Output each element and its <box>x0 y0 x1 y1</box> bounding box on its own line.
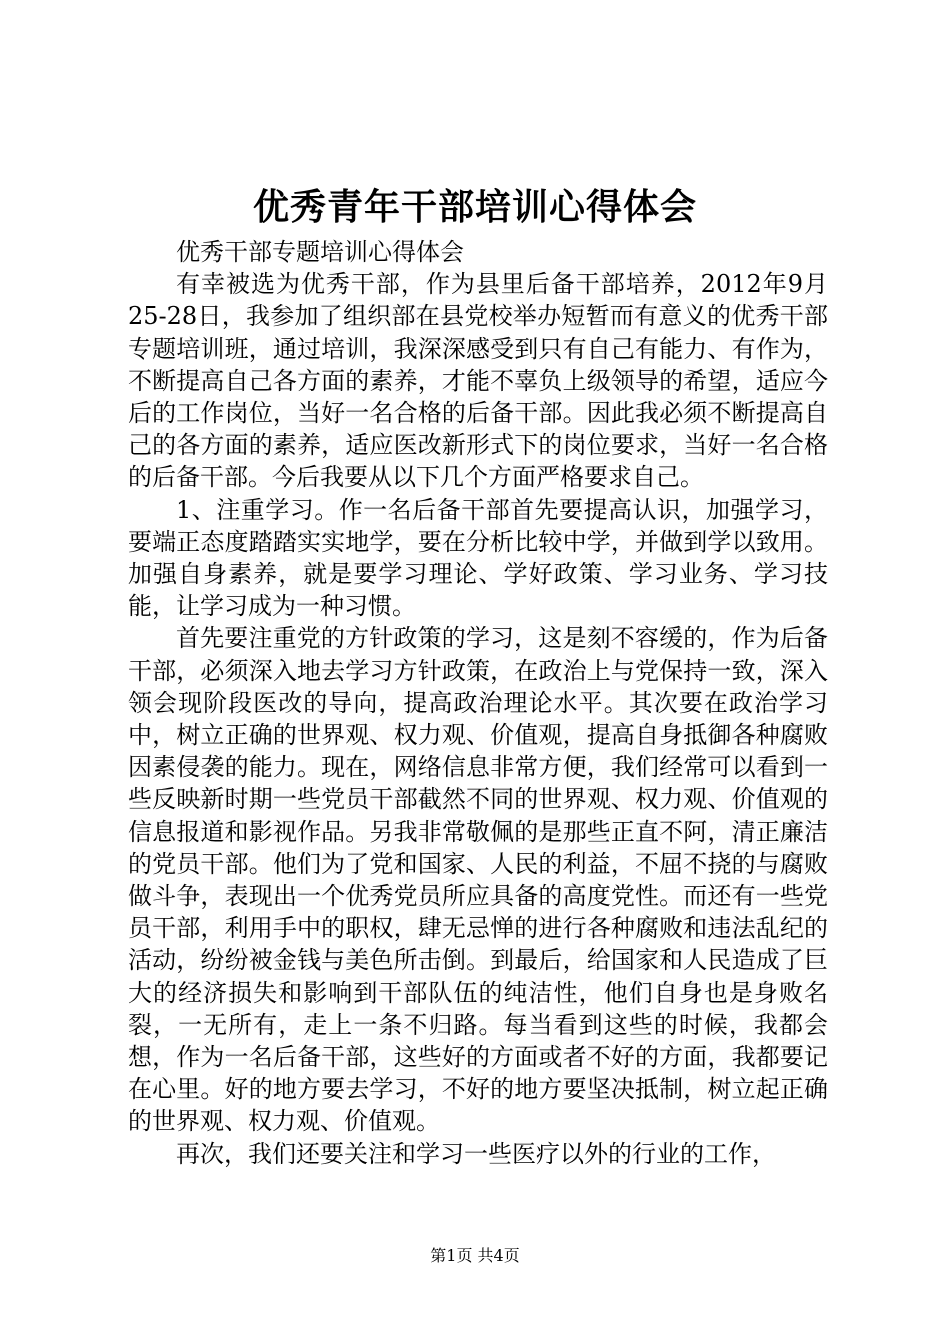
body-paragraph-other-industries: 再次，我们还要关注和学习一些医疗以外的行业的工作， <box>176 1139 776 1168</box>
document-body <box>128 236 828 1170</box>
document-subtitle: 优秀干部专题培训心得体会 <box>176 238 464 266</box>
body-paragraph-policy: 首先要注重党的方针政策的学习，这是刻不容缓的，作为后备干部，必须深入地去学习方针政策，在政治上与党保持一致，深入领会现阶段医改的导向，提高政治理论水平。其次要在政治学习中，树立正确的世界观、权力观、价值观，提高自身抵御各种腐败因素侵袭的能力。现在，网络信息非常方便，我们经常可以看到一些反映新时期一些党员干部截然不同的世界观、权力观、价值观的信息报道和影视作品。另我非常敬佩的是那些正直不阿，清正廉洁的党员干部。他们为了党和国家、人民的利益，不屈不挠的与腐败做斗争，表现出一个优秀党员所应具备的高度党性。而还有一些党员干部，利用手中的职权，肆无忌惮的进行各种腐败和违法乱纪的活动，纷纷被金钱与美色所击倒。到最后，给国家和人民造成了巨大的经济损失和影响到干部队伍的纯洁性，他们自身也是身败名裂，一无所有，走上一条不归路。每当看到这些的时候，我都会想，作为一名后备干部，这些好的方面或者不好的方面，我都要记在心里。好的地方要去学习，不好的地方要坚决抵制，树立起正确的世界观、权力观、价值观。 <box>128 624 828 1136</box>
body-paragraph-study: 1、注重学习。作一名后备干部首先要提高认识，加强学习，要端正态度踏踏实实地学，要在分析比较中学，并做到学以致用。加强自身素养，就是要学习理论、学好政策、学习业务、学习技能，让学习成为一种习惯。 <box>128 495 828 621</box>
body-paragraph-intro: 有幸被选为优秀干部，作为县里后备干部培养，2012年9月25-28日，我参加了组织部在县党校举办短暂而有意义的优秀干部专题培训班，通过培训，我深深感受到只有自己有能力、有作为，不断提高自己各方面的素养，才能不辜负上级领导的希望，适应今后的工作岗位，当好一名合格的后备干部。因此我必须不断提高自己的各方面的素养，适应医改新形式下的岗位要求，当好一名合格的后备干部。今后我要从以下几个方面严格要求自己。 <box>128 270 828 492</box>
document-title: 优秀青年干部培训心得体会 <box>252 186 697 228</box>
page-number-footer: 第1页 共4页 <box>430 1246 520 1265</box>
